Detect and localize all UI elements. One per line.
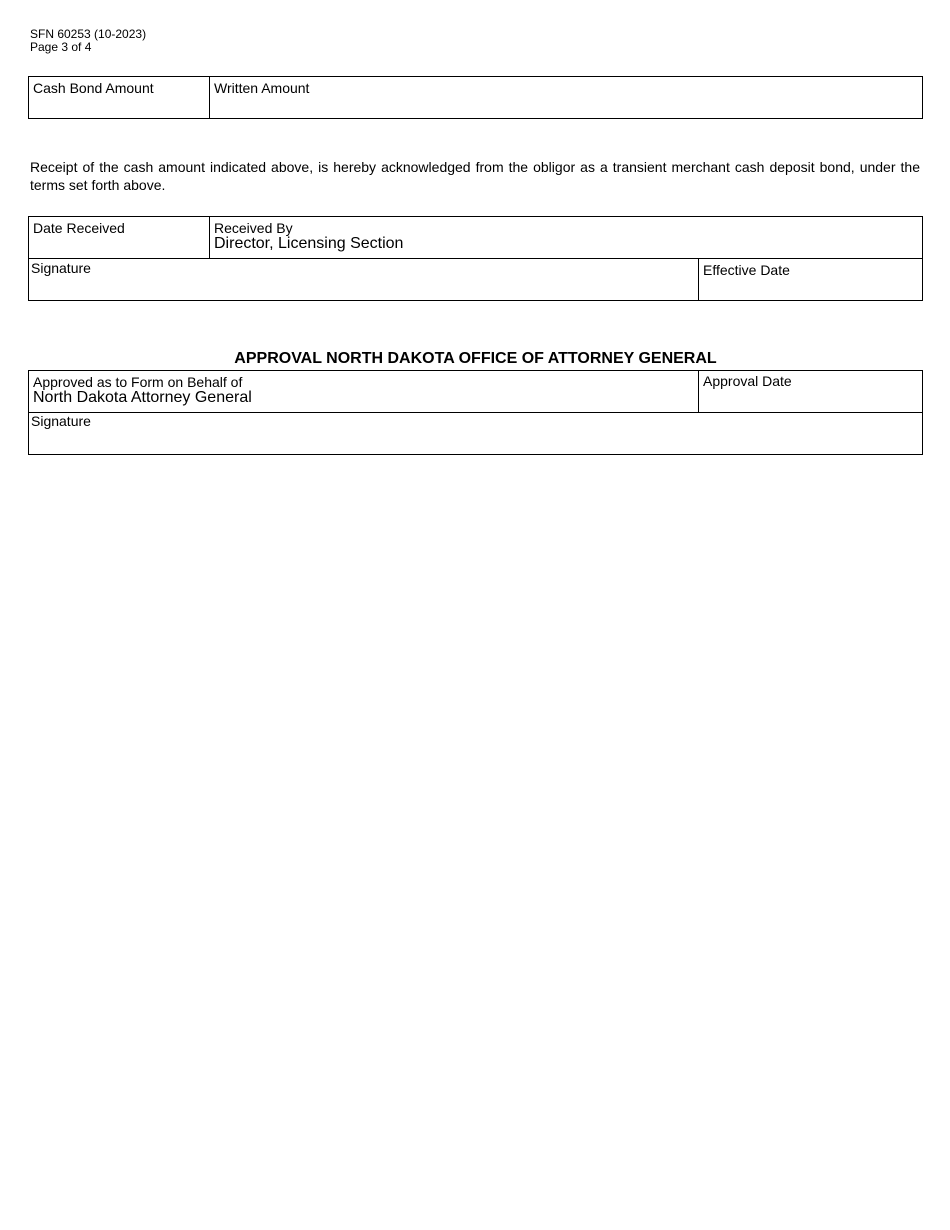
receipt-signature-field[interactable] xyxy=(29,259,699,300)
form-header xyxy=(30,28,146,54)
written-amount-label: Written Amount xyxy=(214,80,310,96)
received-by-field[interactable] xyxy=(210,217,922,259)
cash-bond-amount-field[interactable] xyxy=(29,77,210,118)
receipt-table xyxy=(28,216,923,301)
approved-as-to-form-label: Approved as to Form on Behalf of xyxy=(33,374,243,390)
cash-bond-amount-label: Cash Bond Amount xyxy=(33,80,154,96)
approval-signature-field[interactable] xyxy=(29,413,922,454)
date-received-label: Date Received xyxy=(33,220,125,236)
receipt-signature-label: Signature xyxy=(31,260,91,276)
written-amount-field[interactable] xyxy=(210,77,922,118)
effective-date-label: Effective Date xyxy=(703,262,790,278)
received-by-label: Received By xyxy=(214,220,293,236)
bond-amount-table xyxy=(28,76,923,119)
received-by-value: Director, Licensing Section xyxy=(214,235,404,252)
approval-table xyxy=(28,370,923,455)
approval-date-field[interactable] xyxy=(699,371,922,413)
form-number: SFN 60253 (10-2023) xyxy=(30,27,147,41)
approval-date-label: Approval Date xyxy=(703,373,792,389)
approved-as-to-form-field[interactable] xyxy=(29,371,699,413)
date-received-field[interactable] xyxy=(29,217,210,259)
approved-as-to-form-value: North Dakota Attorney General xyxy=(33,389,252,406)
approval-signature-label: Signature xyxy=(31,413,91,429)
page-number: Page 3 of 4 xyxy=(30,40,92,54)
effective-date-field[interactable] xyxy=(699,259,922,300)
approval-title: APPROVAL NORTH DAKOTA OFFICE OF ATTORNEY GENERAL xyxy=(234,350,717,367)
receipt-paragraph: Receipt of the cash amount indicated above, is hereby acknowledged from the obligor as a transient merchant cash deposit bond, under the terms set forth above. xyxy=(30,159,920,193)
